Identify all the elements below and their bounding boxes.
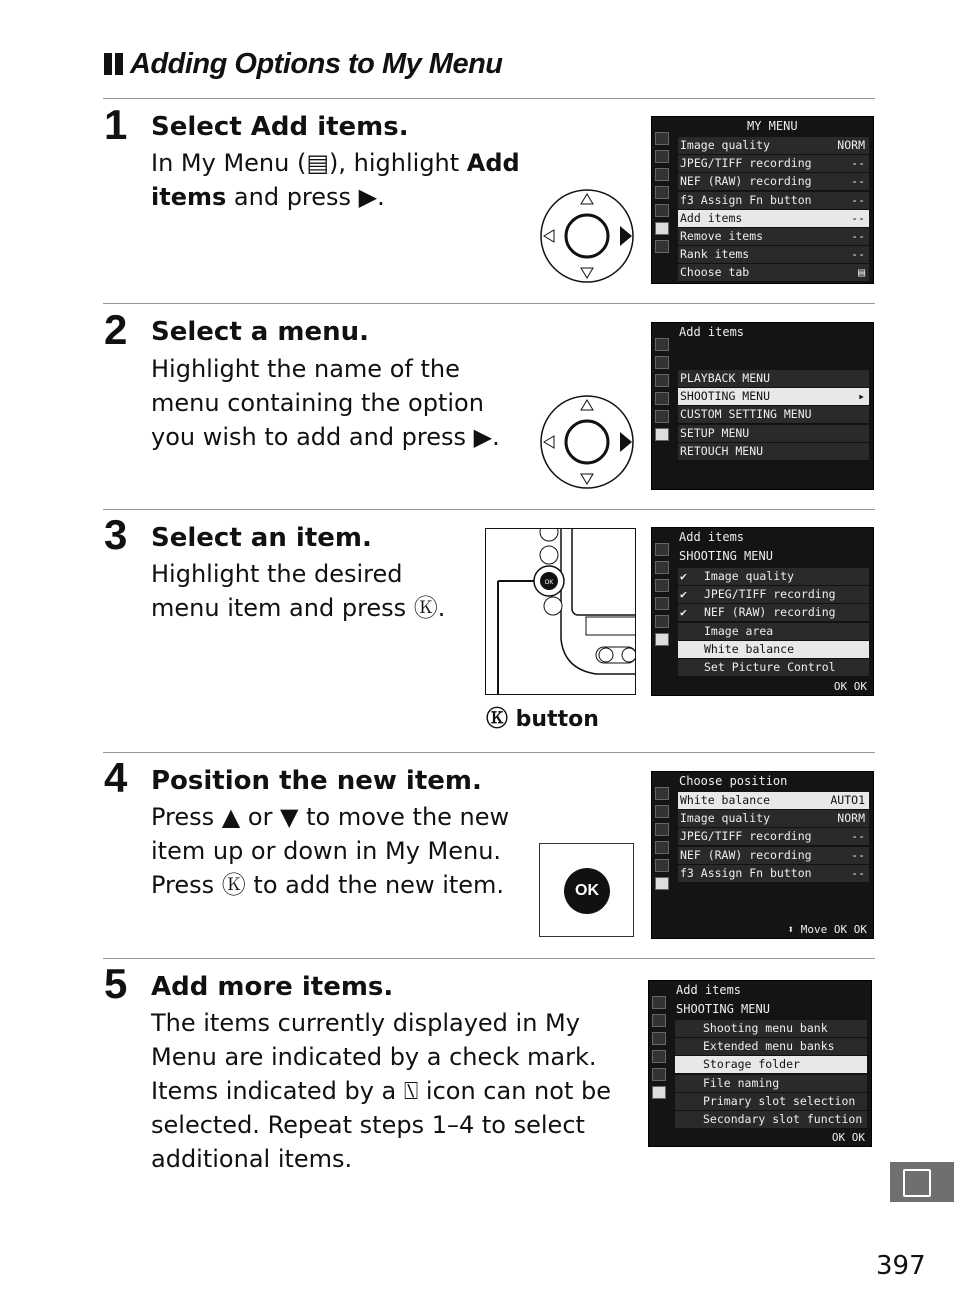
menu-row-label: Rank items (680, 247, 750, 262)
menu-row (678, 406, 869, 424)
menu-row-label: Secondary slot function (703, 1112, 863, 1126)
screen-subheader: SHOOTING MENU (676, 1002, 770, 1016)
menu-row (678, 865, 869, 883)
step-number: 5 (104, 960, 128, 1007)
step-body: Highlight the desired menu item and press Ⓚ. (151, 560, 446, 622)
lcd-screen-shooting-menu (651, 527, 874, 696)
menu-row (678, 828, 869, 846)
menu-row (675, 1093, 867, 1111)
menu-row-value: -- (851, 229, 865, 243)
menu-row-label: Set Picture Control (704, 660, 836, 674)
menu-row-label: NEF (RAW) recording (680, 847, 812, 862)
menu-row (678, 568, 869, 586)
menu-row-value: -- (851, 865, 865, 880)
step-title: Select Add items. (151, 112, 409, 142)
menu-tabs (651, 991, 669, 1104)
step-body: The items currently displayed in My Menu are indicated by a check mark. Items indicated by a ⍂ icon can not be selected. Repeat steps 1–4 to select additional items. (151, 1009, 611, 1173)
menu-row-value: NORM (837, 811, 865, 826)
lcd-screen-add-items (651, 322, 874, 490)
step-body: In My Menu (▤), highlight Add items and press ▶. (151, 149, 520, 211)
divider (103, 958, 875, 959)
menu-tabs (654, 782, 672, 895)
step-title: Add more items. (151, 972, 394, 1002)
menu-row-value: -- (851, 174, 865, 189)
menu-row (678, 173, 869, 191)
menu-row (678, 659, 869, 677)
menu-row (675, 1020, 867, 1038)
menu-row (678, 847, 869, 865)
step-body: Highlight the name of the menu containing the option you wish to add and press ▶. (151, 355, 500, 451)
step-number: 1 (104, 101, 128, 148)
multi-selector-right-icon (538, 394, 636, 490)
step-number: 4 (104, 754, 128, 801)
menu-row-label: Image quality (704, 569, 795, 583)
menu-row-label: Image quality (680, 138, 771, 152)
check-icon: ✔ (680, 569, 687, 583)
divider (103, 303, 875, 304)
menu-row (678, 586, 869, 604)
section-title: Adding Options to My Menu (130, 48, 503, 80)
menu-row (678, 264, 869, 282)
menu-row-label: JPEG/TIFF recording (704, 587, 836, 602)
menu-tabs (654, 333, 672, 446)
step-number: 2 (104, 306, 128, 353)
menu-row (678, 604, 869, 622)
menu-row (675, 1038, 867, 1056)
my-menu-icon: ▤ (306, 149, 330, 177)
screen-header: Add items (679, 325, 745, 339)
screen-header: Add items (676, 983, 742, 997)
menu-row (678, 425, 869, 443)
menu-row-value: AUTO1 (830, 793, 865, 807)
menu-row-value: -- (851, 210, 865, 225)
menu-row-label: Remove items (680, 229, 764, 243)
menu-row (678, 810, 869, 828)
camera-back-illustration (485, 528, 636, 695)
ok-button-illustration (539, 843, 634, 937)
menu-row-label: JPEG/TIFF recording (680, 829, 812, 844)
menu-row-label: Image area (704, 623, 774, 638)
menu-row (678, 155, 869, 173)
menu-row-label: f3 Assign Fn button (680, 192, 812, 207)
menu-row-label: Primary slot selection (703, 1093, 856, 1108)
menu-row (675, 1075, 867, 1093)
menu-row-label: White balance (680, 793, 771, 807)
menu-row (678, 370, 869, 388)
divider (103, 98, 875, 99)
divider (103, 509, 875, 510)
divider (103, 752, 875, 753)
menu-row-value: -- (851, 247, 865, 262)
check-icon: ✔ (680, 605, 687, 620)
menu-row-label: Storage folder (703, 1057, 800, 1072)
menu-row (675, 1111, 867, 1129)
menu-row-label: White balance (704, 641, 795, 656)
check-icon: ✔ (680, 587, 687, 602)
menu-row (678, 137, 869, 155)
menu-row (678, 388, 869, 406)
menu-row-label: JPEG/TIFF recording (680, 156, 812, 171)
menu-row-label: RETOUCH MENU (680, 443, 764, 458)
screen-subheader: SHOOTING MENU (679, 549, 773, 563)
screen-header: Add items (679, 530, 745, 544)
menu-row-label: File naming (703, 1075, 780, 1090)
menu-row (678, 623, 869, 641)
menu-row-label: NEF (RAW) recording (680, 174, 812, 189)
menu-row-label: NEF (RAW) recording (704, 605, 836, 620)
step-title: Position the new item. (151, 766, 482, 796)
menu-row (678, 792, 869, 810)
menu-row-value: -- (851, 847, 865, 862)
menu-tabs (654, 127, 672, 258)
menu-row-value: ▸ (858, 389, 865, 404)
menu-row-value: ▤ (858, 265, 865, 280)
screen-footer: OK OK (833, 680, 867, 693)
ok-button-icon: OK (564, 868, 610, 914)
chapter-tab-menu-icon (890, 1162, 954, 1202)
menu-row-label: Add items (680, 210, 743, 225)
menu-row-label: Image quality (680, 811, 771, 826)
lcd-screen-my-menu (651, 116, 874, 284)
svg-text:OK: OK (544, 580, 554, 586)
step-number: 3 (104, 511, 128, 558)
step-body: Press ▲ or ▼ to move the new item up or down in My Menu. Press Ⓚ to add the new item. (151, 803, 510, 899)
menu-row-label: SETUP MENU (680, 425, 750, 440)
menu-row-label: Extended menu banks (703, 1039, 835, 1054)
menu-row (675, 1056, 867, 1074)
menu-row-value: NORM (837, 138, 865, 152)
section-marker-icon (104, 48, 126, 81)
lcd-screen-choose-position (651, 771, 874, 939)
screen-header: Choose position (679, 774, 788, 788)
menu-row-label: f3 Assign Fn button (680, 865, 812, 880)
screen-footer: OK OK (831, 1131, 865, 1144)
menu-tabs (654, 538, 672, 651)
page-number: 397 (876, 1251, 926, 1281)
menu-row-label: CUSTOM SETTING MENU (680, 407, 812, 422)
menu-row-label: PLAYBACK MENU (680, 371, 771, 385)
menu-row (678, 210, 869, 228)
menu-row (678, 641, 869, 659)
ok-button-caption: Ⓚ button (486, 707, 599, 732)
menu-row-value: -- (851, 829, 865, 844)
multi-selector-right-icon (538, 188, 636, 284)
section-heading (104, 48, 503, 81)
lcd-screen-shooting-menu-2 (648, 980, 872, 1147)
menu-row (678, 246, 869, 264)
menu-row-label: Choose tab (680, 265, 750, 280)
menu-row (678, 228, 869, 246)
menu-row-value: -- (851, 156, 865, 171)
step-title: Select a menu. (151, 317, 370, 347)
menu-row-label: Shooting menu bank (703, 1021, 828, 1035)
step-title: Select an item. (151, 523, 372, 553)
menu-row (678, 192, 869, 210)
screen-header: MY MENU (747, 119, 798, 133)
menu-row-label: SHOOTING MENU (680, 389, 771, 404)
screen-footer: ⬍ Move OK OK (787, 923, 867, 936)
menu-row-value: -- (851, 192, 865, 207)
menu-row (678, 443, 869, 461)
